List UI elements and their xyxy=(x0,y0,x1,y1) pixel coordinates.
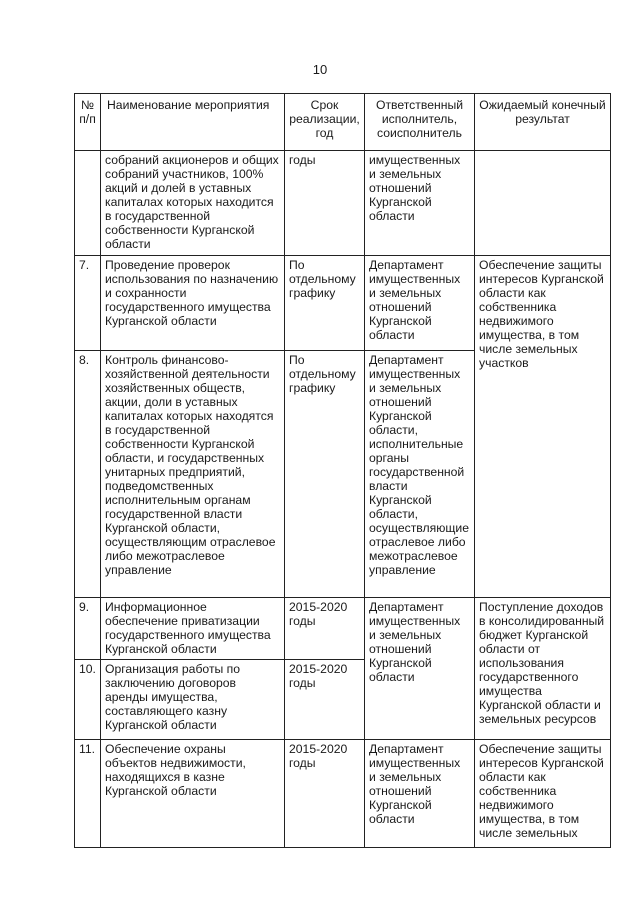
row-result: Обеспечение защиты интересов Курганской области как собственника недвижимого имущества, в том числе земельных участков xyxy=(475,256,611,598)
row-num: 11. xyxy=(75,740,101,848)
row-term: По отдельному графику xyxy=(285,351,365,598)
row-executor: Департамент имущественных и земельных отношений Курганской области xyxy=(365,598,475,740)
row-executor: Департамент имущественных и земельных отношений Курганской области, исполнительные органы государственной власти Курганской области, осуществляющие отраслевое либо межотраслевое управление xyxy=(365,351,475,598)
row-name: Контроль финансово-хозяйственной деятельности хозяйственных обществ, акции, доли в уставных капиталах которых находятся в государственной собственности Курганской области, и государственных унитарных предприятий, подведомственных исполнительным органам государственной власти Курганской области, осуществляющим отраслевое либо межотраслевое управление xyxy=(101,351,285,598)
row-executor: Департамент имущественных и земельных отношений Курганской области xyxy=(365,256,475,351)
row-name: Проведение проверок использования по назначению и сохранности государственного имущества Курганской области xyxy=(101,256,285,351)
row-executor: Департамент имущественных и земельных отношений Курганской области xyxy=(365,740,475,848)
row-name: Организация работы по заключению договоров аренды имущества, составляющего казну Курганской области xyxy=(101,660,285,740)
row-name: собраний акционеров и общих собраний участников, 100% акций и долей в уставных капиталах которых находится в государственной собственности Курганской области xyxy=(101,151,285,256)
row-num: 10. xyxy=(75,660,101,740)
row-executor: имущественных и земельных отношений Курганской области xyxy=(365,151,475,256)
table-row xyxy=(75,598,611,660)
header-executor: Ответственный исполнитель, соисполнитель xyxy=(365,94,475,151)
table-row xyxy=(75,151,611,256)
row-result xyxy=(475,151,611,256)
row-num xyxy=(75,151,101,256)
row-result: Поступление доходов в консолидированный бюджет Курганской области от использования государственного имущества Курганской области и земельных ресурсов xyxy=(475,598,611,740)
row-term: По отдельному графику xyxy=(285,256,365,351)
table-row xyxy=(75,740,611,848)
row-term: годы xyxy=(285,151,365,256)
row-term: 2015-2020 годы xyxy=(285,660,365,740)
header-num: № п/п xyxy=(75,94,101,151)
row-term: 2015-2020 годы xyxy=(285,740,365,848)
table-header-row xyxy=(75,94,611,151)
header-result: Ожидаемый конечный результат xyxy=(475,94,611,151)
row-num: 7. xyxy=(75,256,101,351)
row-term: 2015-2020 годы xyxy=(285,598,365,660)
row-name: Информационное обеспечение приватизации государственного имущества Курганской области xyxy=(101,598,285,660)
row-name: Обеспечение охраны объектов недвижимости, находящихся в казне Курганской области xyxy=(101,740,285,848)
table-row xyxy=(75,256,611,351)
header-name: Наименование мероприятия xyxy=(101,94,285,151)
row-num: 9. xyxy=(75,598,101,660)
row-num: 8. xyxy=(75,351,101,598)
measures-table xyxy=(74,93,611,848)
row-result: Обеспечение защиты интересов Курганской области как собственника недвижимого имущества, в том числе земельных xyxy=(475,740,611,848)
page-number: 10 xyxy=(312,62,328,77)
header-term: Срок реализации, год xyxy=(285,94,365,151)
